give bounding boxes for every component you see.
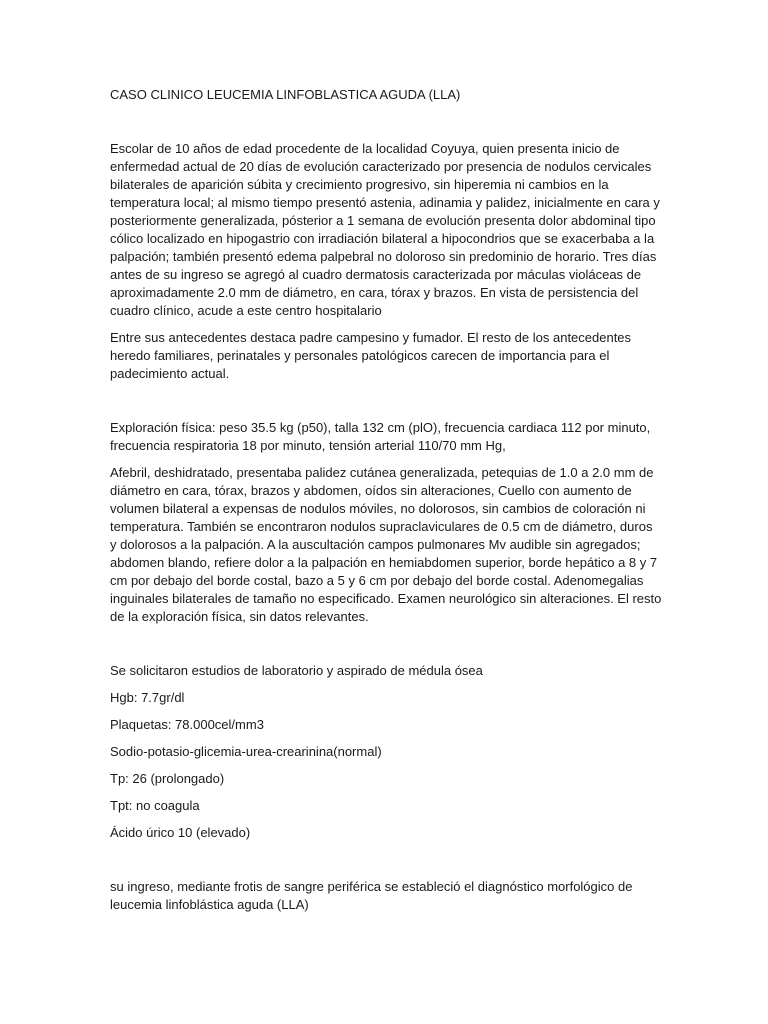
lab-hemoglobin: Hgb: 7.7gr/dl [110,690,185,705]
paragraph-conclusion: su ingreso, mediante frotis de sangre periférica se estableció el diagnóstico morfológico de leucemia linfoblástica aguda (LLA) [110,879,633,912]
lab-electrolytes: Sodio-potasio-glicemia-urea-crearinina(normal) [110,744,382,759]
labs-intro: Se solicitaron estudios de laboratorio y aspirado de médula ósea [110,663,483,678]
lab-tpt: Tpt: no coagula [110,798,200,813]
paragraph-physical-exam: Exploración física: peso 35.5 kg (p50), talla 132 cm (plO), frecuencia cardiaca 112 por minuto, frecuencia respiratoria 18 por minuto, tensión arterial 110/70 mm Hg, [110,420,651,453]
document-title: CASO CLINICO LEUCEMIA LINFOBLASTICA AGUDA (LLA) [110,87,461,102]
document-body [110,86,662,914]
lab-tp: Tp: 26 (prolongado) [110,771,225,786]
lab-uric-acid: Ácido úrico 10 (elevado) [110,825,251,840]
paragraph-history: Escolar de 10 años de edad procedente de la localidad Coyuya, quien presenta inicio de enfermedad actual de 20 días de evolución caracterizado por presencia de nodulos cervicales bilaterales de aparición súbita y crecimiento progresivo, sin hiperemia ni cambios en la temperatura local; al mismo tiempo presentó astenia, adinamia y palidez, inicialmente en cara y posteriormente generalizada, pósterior a 1 semana de evolución presenta dolor abdominal tipo cólico localizado en hipogastrio con irradiación bilateral a hipocondrios que se exacerbaba a la palpación; también presentó edema palpebral no doloroso sin predominio de horario. Tres días antes de su ingreso se agregó al cuadro dermatosis caracterizada por máculas violáceas de aproximadamente 2.0 mm de diámetro, en cara, tórax y brazos. En vista de persistencia del cuadro clínico, acude a este centro hospitalario [110,141,660,318]
lab-platelets: Plaquetas: 78.000cel/mm3 [110,717,264,732]
paragraph-antecedents: Entre sus antecedentes destaca padre campesino y fumador. El resto de los antecedentes heredo familiares, perinatales y personales patológicos carecen de importancia para el padecimiento actual. [110,330,632,381]
paragraph-exam-findings: Afebril, deshidratado, presentaba palidez cutánea generalizada, petequias de 1.0 a 2.0 mm de diámetro en cara, tórax, brazos y abdomen, oídos sin alteraciones, Cuello con aumento de volumen bilateral a expensas de nodulos móviles, no dolorosos, sin cambios de coloración ni temperatura. También se encontraron nodulos supraclaviculares de 0.5 cm de diámetro, duros y dolorosos a la palpación. A la auscultación campos pulmonares Mv audible sin agregados; abdomen blando, refiere dolor a la palpación en hemiabdomen superior, borde hepático a 8 y 7 cm por debajo del borde costal, bazo a 5 y 6 cm por debajo del borde costal. Adenomegalias inguinales bilaterales de tamaño no especificado. Examen neurológico sin alteraciones. El resto de la exploración física, sin datos relevantes. [110,465,662,624]
